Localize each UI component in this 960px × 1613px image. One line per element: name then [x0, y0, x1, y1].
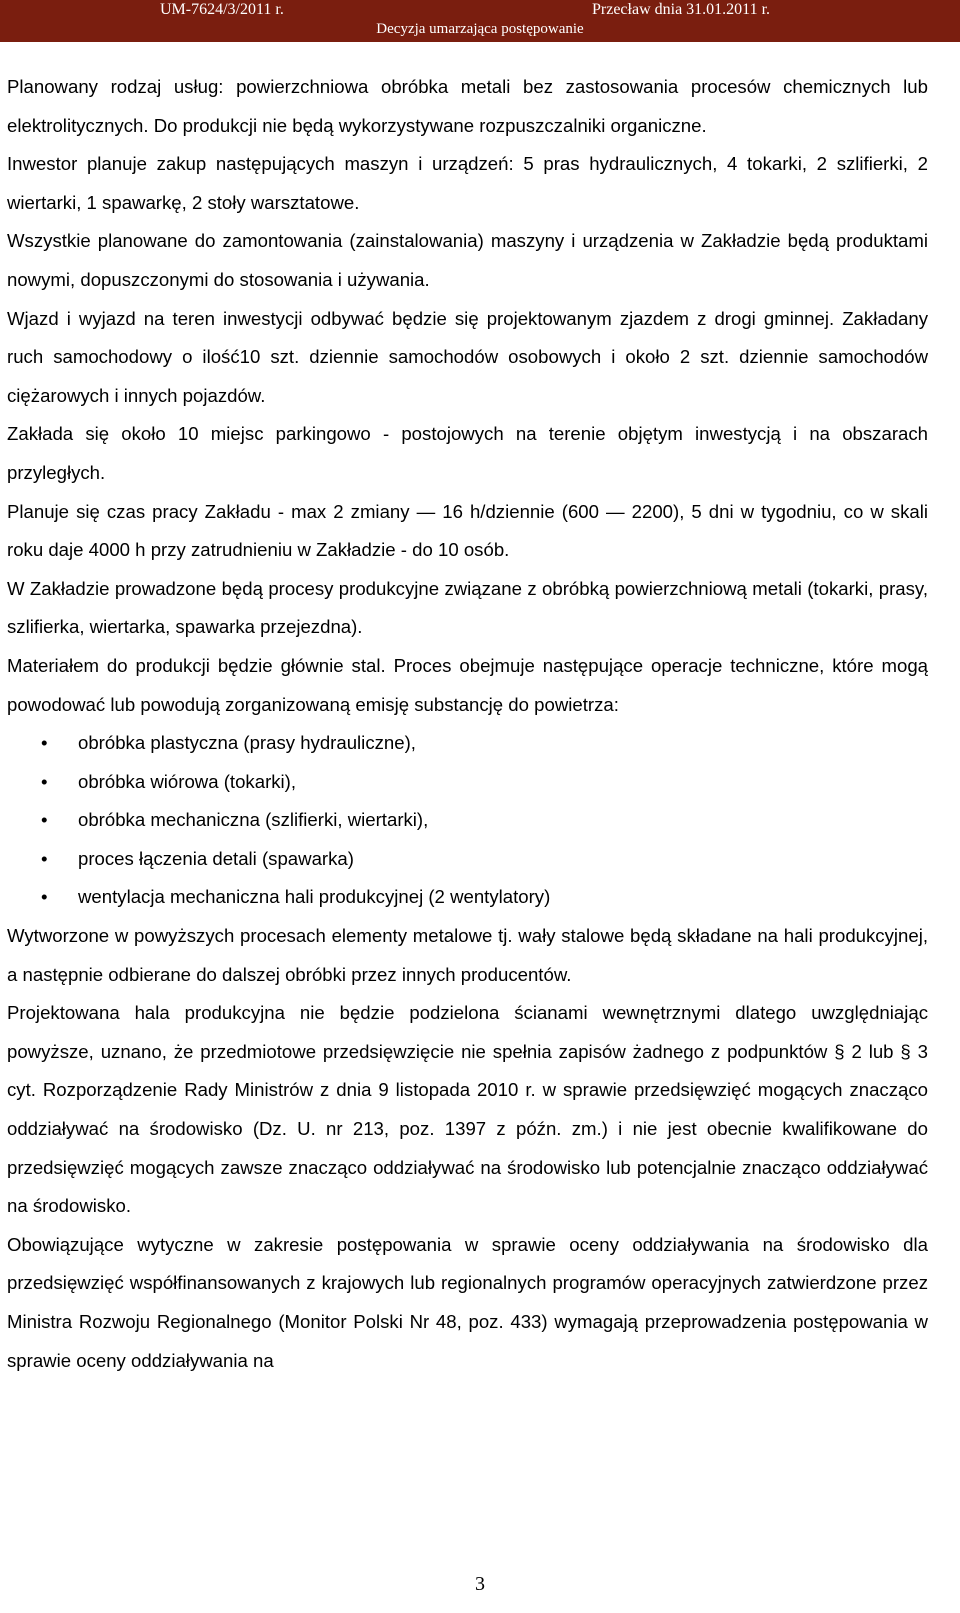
list-item [7, 878, 928, 917]
document-header [0, 0, 960, 42]
paragraph: Planuje się czas pracy Zakładu - max 2 zmiany — 16 h/dziennie (600 — 2200), 5 dni w tygodniu, co w skali roku daje 4000 h przy zatrudnieniu w Zakładzie - do 10 osób. [7, 500, 928, 561]
paragraph: Wszystkie planowane do zamontowania (zainstalowania) maszyny i urządzenia w Zakładzie będą produktami nowymi, dopuszczonymi do stosowania i używania. [7, 230, 928, 290]
list-item-text: proces łączenia detali (spawarka) [78, 847, 354, 869]
paragraph: W Zakładzie prowadzone będą procesy produkcyjne związane z obróbką powierzchniową metali (tokarki, prasy, szlifierka, wiertarka, spawarka przejezdna). [7, 577, 928, 638]
paragraph: Materiałem do produkcji będzie głównie stal. Proces obejmuje następujące operacje techniczne, które mogą powodować lub powodują zorganizowaną emisję substancję do powietrza: [7, 654, 928, 715]
emission-operations-list [7, 724, 928, 917]
list-item-text: obróbka wiórowa (tokarki), [78, 770, 297, 792]
list-item-text: obróbka plastyczna (prasy hydrauliczne), [78, 732, 416, 754]
doc-number: UM-7624/3/2011 r. [160, 1, 284, 18]
page-number: 3 [475, 1573, 485, 1595]
paragraph: Planowany rodzaj usług: powierzchniowa obróbka metali bez zastosowania procesów chemicznych lub elektrolitycznych. Do produkcji nie będą wykorzystywane rozpuszczalniki organiczne. [7, 76, 928, 136]
document-subtitle: Decyzja umarzająca postępowanie [376, 21, 584, 37]
bullet-icon: • [41, 732, 48, 754]
paragraph: Inwestor planuje zakup następujących maszyn i urządzeń: 5 pras hydraulicznych, 4 tokarki, 2 szlifierki, 2 wiertarki, 1 spawarkę, 2 stoły warsztatowe. [7, 153, 928, 213]
document-body [7, 68, 928, 1380]
list-item [7, 801, 928, 840]
paragraph: Projektowana hala produkcyjna nie będzie podzielona ścianami wewnętrznymi dlatego uwzględniając powyższe, uznano, że przedmiotowe przedsięwzięcie nie spełnia zapisów żadnego z podpunktów § 2 lub § 3 cyt. Rozporządzenie Rady Ministrów z dnia 9 listopada 2010 r. w sprawie przedsięwzięć mogących znacząco oddziaływać na środowisko (Dz. U. nr 213, poz. 1397 z późn. zm.) i nie jest obecnie kwalifikowane do przedsięwzięć mogących zawsze znacząco oddziaływać na środowisko lub potencjalnie znacząco oddziaływać na środowisko. [7, 1002, 928, 1217]
bullet-icon: • [41, 770, 48, 792]
list-item-text: obróbka mechaniczna (szlifierki, wiertarki), [78, 809, 429, 831]
list-item [7, 840, 928, 879]
bullet-icon: • [41, 886, 48, 908]
paragraph: Wytworzone w powyższych procesach elementy metalowe tj. wały stalowe będą składane na hali produkcyjnej, a następnie odbierane do dalszej obróbki przez innych producentów. [7, 925, 928, 985]
place-date: Przecław dnia 31.01.2011 r. [592, 1, 771, 18]
paragraph: Wjazd i wyjazd na teren inwestycji odbywać będzie się projektowanym zjazdem z drogi gminnej. Zakładany ruch samochodowy o ilość10 szt. dziennie samochodów osobowych i około 2 szt. dziennie samochodów ciężarowych i innych pojazdów. [7, 307, 928, 406]
list-item [7, 763, 928, 802]
list-item-text: wentylacja mechaniczna hali produkcyjnej (2 wentylatory) [78, 886, 551, 908]
bullet-icon: • [41, 809, 48, 831]
bullet-icon: • [41, 847, 48, 869]
list-item [7, 724, 928, 763]
paragraph: Obowiązujące wytyczne w zakresie postępowania w sprawie oceny oddziaływania na środowisko dla przedsięwzięć współfinansowanych z krajowych lub regionalnych programów operacyjnych zatwierdzone przez Ministra Rozwoju Regionalnego (Monitor Polski Nr 48, poz. 433) wymagają przeprowadzenia postępowania w sprawie oceny oddziaływania na [7, 1233, 928, 1371]
paragraph: Zakłada się około 10 miejsc parkingowo - postojowych na terenie objętym inwestycją i na obszarach przyległych. [7, 423, 928, 483]
